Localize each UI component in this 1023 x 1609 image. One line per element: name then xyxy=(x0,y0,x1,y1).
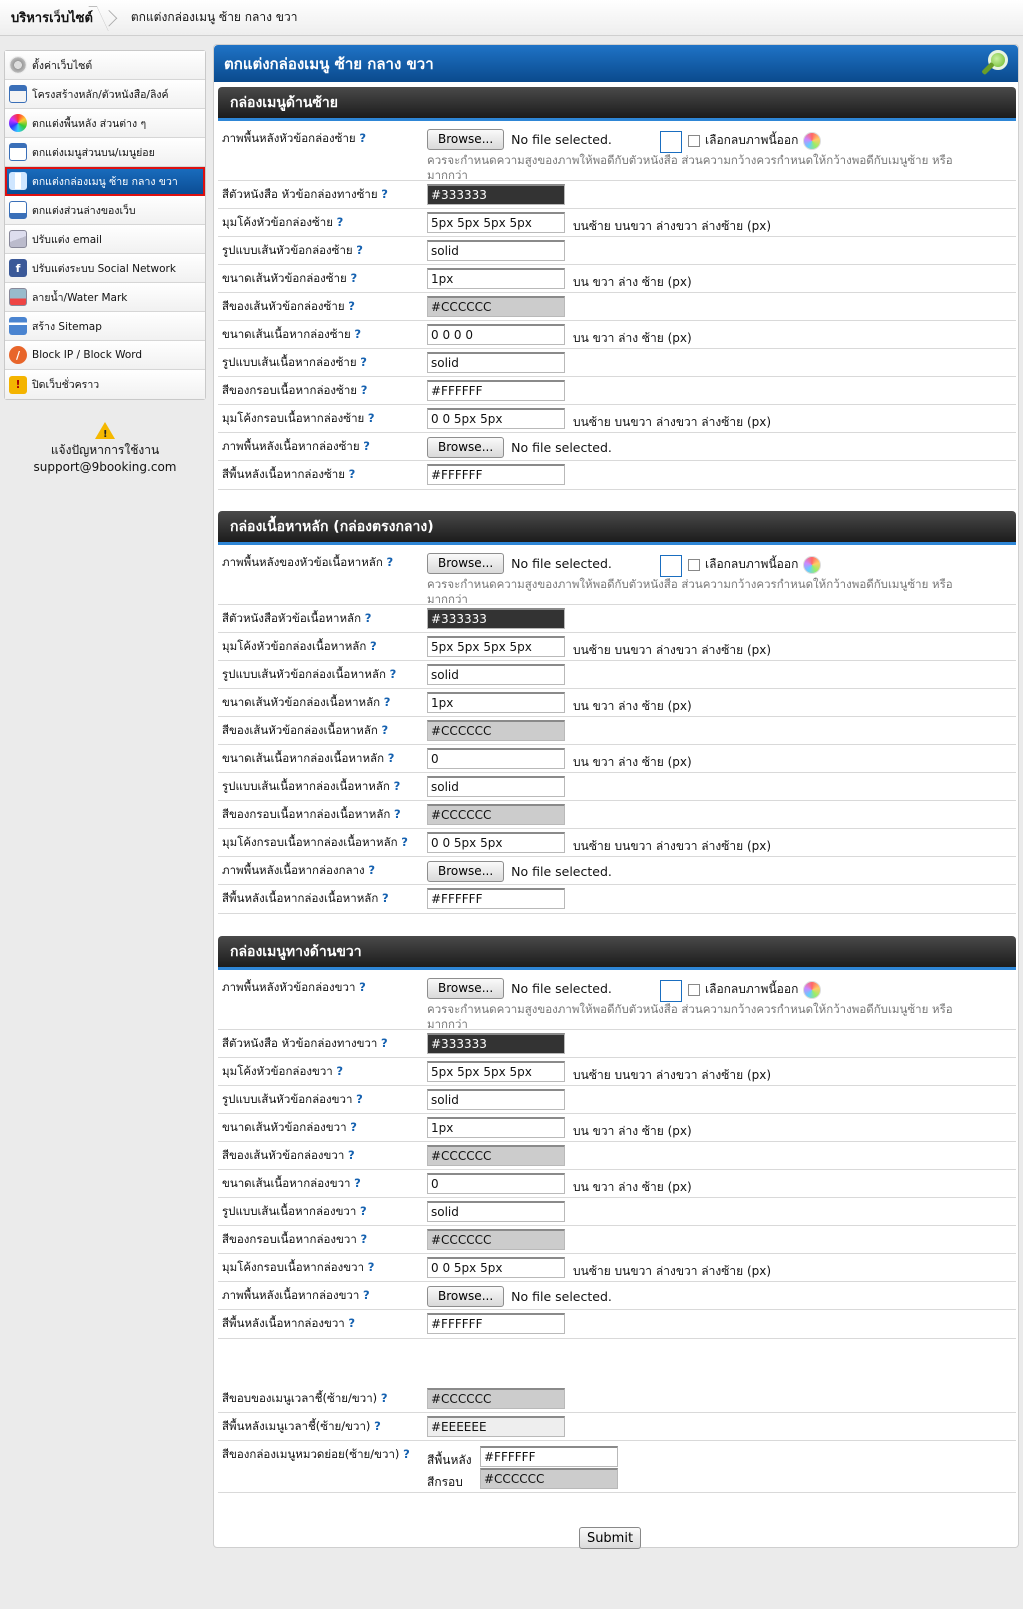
unit-label: บน ขวา ล่าง ซ้าย (px) xyxy=(573,699,692,713)
field-input[interactable] xyxy=(427,184,565,205)
field-label xyxy=(222,243,422,258)
help-question-icon[interactable]: ? xyxy=(367,1260,375,1274)
footer-icon xyxy=(9,201,27,219)
sidebar-item-label: โครงสร้างหลัก/ตัวหนังสือ/ลิงค์ xyxy=(32,88,169,101)
palette-icon[interactable] xyxy=(803,556,821,574)
field-label-text: มุมโค้งหัวข้อกล่องขวา xyxy=(222,1064,333,1078)
help-question-icon[interactable]: ? xyxy=(356,243,363,257)
file-status: No file selected. xyxy=(511,863,612,879)
unit-label: บน ขวา ล่าง ซ้าย (px) xyxy=(573,1180,692,1194)
gear-icon xyxy=(9,56,27,74)
field-input[interactable] xyxy=(427,1061,565,1082)
field-label xyxy=(222,299,422,314)
sidebar-item-label: ปรับแต่ง email xyxy=(32,233,102,246)
field-label-text: สีพื้นหลังเนื้อหากล่องซ้าย xyxy=(222,467,345,481)
unit-label: บนซ้าย บนขวา ล่างขวา ล่างซ้าย (px) xyxy=(573,643,772,657)
sitemap-icon xyxy=(9,317,27,335)
form-row-center-header-bg xyxy=(218,549,1016,605)
form-row-center-body-radius xyxy=(218,829,1016,857)
field-label-text: สีพื้นหลังเนื้อหากล่องขวา xyxy=(222,1316,345,1330)
field-label-text: มุมโค้งกรอบเนื้อหากล่องเนื้อหาหลัก xyxy=(222,835,398,849)
field-label xyxy=(222,1036,422,1051)
field-label xyxy=(222,467,422,482)
breadcrumb-current: ตกแต่งกล่องเมนู ซ้าย กลาง ขวา xyxy=(130,10,298,24)
field-label xyxy=(222,439,422,454)
field-label-text: สีของกรอบเนื้อหากล่องซ้าย xyxy=(222,383,358,397)
palette-icon[interactable] xyxy=(803,132,821,150)
field-label-text: ภาพพื้นหลังเนื้อหากล่องซ้าย xyxy=(222,439,360,453)
form-row-left-head-radius xyxy=(218,209,1016,237)
field-label-text: รูปแบบเส้นเนื้อหากล่องเนื้อหาหลัก xyxy=(222,779,390,793)
field-input[interactable] xyxy=(427,268,565,289)
field-label-text: รูปแบบเส้นเนื้อหากล่องขวา xyxy=(222,1204,357,1218)
browse-button[interactable]: Browse... xyxy=(427,978,504,999)
checkbox[interactable] xyxy=(688,135,700,147)
sidebar-item-top-menu[interactable] xyxy=(5,138,205,167)
remove-image-checkbox[interactable] xyxy=(688,131,821,150)
field-label-text: สีตัวหนังสือหัวข้อเนื้อหาหลัก xyxy=(222,611,362,625)
field-input[interactable] xyxy=(427,1229,565,1250)
field-label xyxy=(222,355,422,370)
field-input[interactable] xyxy=(427,748,565,769)
help-question-icon[interactable]: ? xyxy=(350,271,358,285)
block-icon: / xyxy=(9,346,27,364)
subcat-bg-label: สีพื้นหลัง xyxy=(427,1453,472,1467)
help-question-icon[interactable]: ? xyxy=(387,751,395,765)
help-question-icon[interactable]: ? xyxy=(360,383,368,397)
help-question-icon[interactable]: ? xyxy=(336,1064,344,1078)
browse-button[interactable]: Browse... xyxy=(427,437,504,458)
field-label xyxy=(222,1064,422,1079)
form-row-center-body-frame-color xyxy=(218,801,1016,829)
field-label-text: ขนาดเส้นหัวข้อกล่องซ้าย xyxy=(222,271,347,285)
help-question-icon[interactable]: ? xyxy=(360,1232,368,1246)
field-input[interactable] xyxy=(427,664,565,685)
field-label xyxy=(222,835,422,850)
field-input[interactable] xyxy=(427,1173,565,1194)
field-label xyxy=(222,751,422,766)
help-question-icon[interactable]: ? xyxy=(363,439,370,453)
field-label-text: รูปแบบเส้นหัวข้อกล่องซ้าย xyxy=(222,243,353,257)
sidebar-item-block[interactable] xyxy=(5,341,205,370)
help-question-icon[interactable]: ? xyxy=(374,1419,381,1433)
form-row-center-body-border-width xyxy=(218,745,1016,773)
form-row-left-body-bg-image xyxy=(218,433,1016,461)
field-label-text: ภาพพื้นหลังเนื้อหากล่องขวา xyxy=(222,1288,360,1302)
form-row-right-body-bg-image xyxy=(218,1282,1016,1310)
remove-image-label: เลือกลบภาพนี้ออก xyxy=(705,982,799,996)
field-label xyxy=(222,980,422,995)
field-label-text: ขนาดเส้นหัวข้อกล่องเนื้อหาหลัก xyxy=(222,695,381,709)
field-input[interactable] xyxy=(427,1416,565,1437)
help-question-icon[interactable]: ? xyxy=(347,1148,355,1162)
file-status: No file selected. xyxy=(511,131,612,147)
form-row-center-body-bg-color xyxy=(218,885,1016,914)
sidebar-item-structure[interactable] xyxy=(5,80,205,109)
form-row-center-body-bg-image xyxy=(218,857,1016,885)
field-label xyxy=(222,891,422,906)
field-label xyxy=(222,779,422,794)
sidebar-item-background[interactable] xyxy=(5,109,205,138)
form-row-right-body-border-style xyxy=(218,1198,1016,1226)
form-row-time-border xyxy=(218,1369,1016,1413)
support-email[interactable]: support@9booking.com xyxy=(33,460,177,474)
field-label xyxy=(222,1176,422,1191)
field-label-text: ภาพพื้นหลังของหัวข้อเนื้อหาหลัก xyxy=(222,555,383,569)
field-label-text: รูปแบบเส้นหัวข้อกล่องขวา xyxy=(222,1092,353,1106)
form-row-left-head-border-style xyxy=(218,237,1016,265)
sidebar-item-site-settings[interactable] xyxy=(5,51,205,80)
field-input[interactable] xyxy=(427,1089,565,1110)
warning-icon: ! xyxy=(95,422,115,439)
field-label-text: ภาพพื้นหลังหัวข้อกล่องขวา xyxy=(222,980,356,994)
help-question-icon[interactable]: ? xyxy=(354,327,362,341)
unit-label: บนซ้าย บนขวา ล่างขวา ล่างซ้าย (px) xyxy=(573,415,772,429)
field-label xyxy=(222,271,422,286)
form-row-left-body-border-style xyxy=(218,349,1016,377)
breadcrumb-separator-icon xyxy=(109,6,121,30)
submit-button[interactable]: Submit xyxy=(579,1527,641,1549)
sidebar-item-label: ตั้งค่าเว็บไซต์ xyxy=(32,59,93,72)
form-row-subcat xyxy=(218,1441,1016,1493)
form-row-right-head-border-color xyxy=(218,1142,1016,1170)
field-label-text: ขนาดเส้นหัวข้อกล่องขวา xyxy=(222,1120,347,1134)
sidebar-item-footer[interactable] xyxy=(5,196,205,225)
main-panel xyxy=(213,44,1019,1548)
field-label xyxy=(222,1391,422,1406)
field-label xyxy=(222,1148,422,1163)
field-label xyxy=(222,383,422,398)
unit-label: บนซ้าย บนขวา ล่างขวา ล่างซ้าย (px) xyxy=(573,219,772,233)
support-box xyxy=(4,422,206,476)
image-preview-box[interactable] xyxy=(660,131,682,153)
help-question-icon[interactable]: ? xyxy=(350,1120,357,1134)
field-label xyxy=(222,1232,422,1247)
file-status: No file selected. xyxy=(511,555,612,571)
field-label-text: สีตัวหนังสือ หัวข้อกล่องทางขวา xyxy=(222,1036,378,1050)
checkbox[interactable] xyxy=(688,984,700,996)
field-label xyxy=(222,1120,422,1135)
field-label-text: รูปแบบเส้นหัวข้อกล่องเนื้อหาหลัก xyxy=(222,667,386,681)
field-input[interactable] xyxy=(427,832,565,853)
field-label-text: สีของกรอบเนื้อหากล่องขวา xyxy=(222,1232,357,1246)
form-row-left-header-bg xyxy=(218,125,1016,181)
file-status: No file selected. xyxy=(511,439,612,455)
watermark-icon xyxy=(9,288,27,306)
help-question-icon[interactable]: ? xyxy=(394,807,401,821)
form-row-right-head-border-style xyxy=(218,1086,1016,1114)
field-label xyxy=(222,1260,422,1275)
field-label xyxy=(222,807,422,822)
file-upload xyxy=(427,977,612,999)
field-label-text: สีของกรอบเนื้อหากล่องเนื้อหาหลัก xyxy=(222,807,391,821)
help-question-icon[interactable]: ? xyxy=(363,1288,370,1302)
field-label-text: สีขอบของเมนูเวลาชี้(ซ้าย/ขวา) xyxy=(222,1391,378,1405)
help-question-icon[interactable]: ? xyxy=(381,723,389,737)
form-row-right-body-border-width xyxy=(218,1170,1016,1198)
help-question-icon[interactable]: ? xyxy=(380,1391,388,1405)
help-question-icon[interactable]: ? xyxy=(360,355,367,369)
field-label-text: มุมโค้งหัวข้อกล่องเนื้อหาหลัก xyxy=(222,639,367,653)
window-icon xyxy=(9,143,27,161)
form-row-left-body-border-width xyxy=(218,321,1016,349)
sidebar-item-label: Block IP / Block Word xyxy=(32,349,143,361)
field-input[interactable] xyxy=(427,240,565,261)
form-row-right-text-color xyxy=(218,1030,1016,1058)
field-label xyxy=(222,1316,422,1331)
section-header-left: กล่องเมนูด้านซ้าย xyxy=(218,87,1016,121)
field-input[interactable] xyxy=(427,804,565,825)
help-question-icon[interactable]: ? xyxy=(386,555,394,569)
sidebar xyxy=(4,50,206,400)
sidebar-item-label: ปรับแต่งระบบ Social Network xyxy=(32,262,176,275)
field-label-text: ขนาดเส้นเนื้อหากล่องเนื้อหาหลัก xyxy=(222,751,385,765)
field-label-text: สีพื้นหลังเมนูเวลาชี้(ซ้าย/ขวา) xyxy=(222,1419,371,1433)
help-question-icon[interactable]: ? xyxy=(348,299,355,313)
field-label xyxy=(222,863,422,878)
sidebar-item-email[interactable] xyxy=(5,225,205,254)
color-wheel-icon xyxy=(9,114,27,132)
help-question-icon[interactable]: ? xyxy=(367,411,375,425)
field-label xyxy=(222,215,422,230)
field-label-text: สีของเส้นหัวข้อกล่องซ้าย xyxy=(222,299,345,313)
subcat-border-input[interactable] xyxy=(480,1468,618,1489)
field-label-text: สีของกล่องเมนูหมวดย่อย(ซ้าย/ขวา) xyxy=(222,1447,400,1461)
section-header-right: กล่องเมนูทางด้านขวา xyxy=(218,936,1016,970)
help-question-icon[interactable]: ? xyxy=(369,639,377,653)
field-label xyxy=(222,327,422,342)
field-input[interactable] xyxy=(427,636,565,657)
form-row-left-head-border-width xyxy=(218,265,1016,293)
browse-button[interactable]: Browse... xyxy=(427,861,504,882)
field-input[interactable] xyxy=(427,1117,565,1138)
form-row-center-head-radius xyxy=(218,633,1016,661)
form-row-left-text-color xyxy=(218,181,1016,209)
remove-image-checkbox[interactable] xyxy=(688,980,821,999)
field-input[interactable] xyxy=(427,776,565,797)
unit-label: บน ขวา ล่าง ซ้าย (px) xyxy=(573,755,692,769)
field-label-text: สีตัวหนังสือ หัวข้อกล่องทางซ้าย xyxy=(222,187,378,201)
field-label-text: มุมโค้งกรอบเนื้อหากล่องขวา xyxy=(222,1260,365,1274)
form-row-center-head-border-width xyxy=(218,689,1016,717)
sidebar-item-social[interactable] xyxy=(5,254,205,283)
remove-image-checkbox[interactable] xyxy=(688,555,821,574)
field-input[interactable] xyxy=(427,408,565,429)
sidebar-item-box-menus[interactable] xyxy=(5,167,205,196)
mail-icon xyxy=(9,230,27,248)
file-status: No file selected. xyxy=(511,980,612,996)
remove-image-label: เลือกลบภาพนี้ออก xyxy=(705,557,799,571)
form-row-right-header-bg xyxy=(218,974,1016,1030)
help-question-icon[interactable]: ? xyxy=(381,1036,388,1050)
image-preview-box[interactable] xyxy=(660,980,682,1002)
form-row-right-body-bg-color xyxy=(218,1310,1016,1339)
help-question-icon[interactable]: ? xyxy=(401,835,408,849)
field-input[interactable] xyxy=(427,380,565,401)
help-question-icon[interactable]: ? xyxy=(368,863,375,877)
file-upload xyxy=(427,128,612,150)
field-label-text: สีของเส้นหัวข้อกล่องขวา xyxy=(222,1148,345,1162)
file-status: No file selected. xyxy=(511,1288,612,1304)
help-question-icon[interactable]: ? xyxy=(393,779,401,793)
file-upload xyxy=(427,436,612,458)
field-label xyxy=(222,1419,422,1434)
field-input[interactable] xyxy=(427,888,565,909)
file-upload xyxy=(427,860,612,882)
unit-label: บน ขวา ล่าง ซ้าย (px) xyxy=(573,331,692,345)
section-header-center: กล่องเนื้อหาหลัก (กล่องตรงกลาง) xyxy=(218,511,1016,545)
browse-button[interactable]: Browse... xyxy=(427,1286,504,1307)
form-row-left-body-radius xyxy=(218,405,1016,433)
remove-image-label: เลือกลบภาพนี้ออก xyxy=(705,133,799,147)
sidebar-item-sitemap[interactable] xyxy=(5,312,205,341)
sidebar-item-label: ตกแต่งส่วนล่างของเว็บ xyxy=(32,204,136,217)
browse-button[interactable]: Browse... xyxy=(427,553,504,574)
construction-icon: ! xyxy=(9,376,27,394)
browse-button[interactable]: Browse... xyxy=(427,129,504,150)
form-row-left-head-border-color xyxy=(218,293,1016,321)
field-label xyxy=(222,411,422,426)
field-label xyxy=(222,639,422,654)
subcat-bg-input[interactable] xyxy=(480,1446,618,1467)
field-input[interactable] xyxy=(427,1033,565,1054)
sidebar-item-watermark[interactable] xyxy=(5,283,205,312)
columns-icon xyxy=(9,172,27,190)
form-row-left-body-frame-color xyxy=(218,377,1016,405)
palette-icon[interactable] xyxy=(803,981,821,999)
field-label-text: สีพื้นหลังเนื้อหากล่องเนื้อหาหลัก xyxy=(222,891,379,905)
field-label xyxy=(222,611,422,626)
field-label xyxy=(222,131,422,146)
form-row-center-head-border-color xyxy=(218,717,1016,745)
field-label-text: มุมโค้งหัวข้อกล่องซ้าย xyxy=(222,215,333,229)
image-size-hint: ควรจะกำหนดความสูงของภาพให้พอดีกับตัวหนังสือ ส่วนความกว้างควรกำหนดให้กว้างพอดีกับเมนูซ้าย หรือมากกว่า xyxy=(427,1002,953,1031)
subcat-border-label: สีกรอบ xyxy=(427,1475,463,1489)
field-label xyxy=(222,1092,422,1107)
support-title: แจ้งปัญหาการใช้งาน xyxy=(50,443,160,457)
field-input[interactable] xyxy=(427,1257,565,1278)
form-row-left-body-bg-color xyxy=(218,461,1016,490)
help-question-icon[interactable]: ? xyxy=(383,695,391,709)
help-question-icon[interactable]: ? xyxy=(354,1176,361,1190)
panel-title: ตกแต่งกล่องเมนู ซ้าย กลาง ขวา xyxy=(224,54,434,73)
form-row-center-head-border-style xyxy=(218,661,1016,689)
unit-label: บนซ้าย บนขวา ล่างขวา ล่างซ้าย (px) xyxy=(573,1068,772,1082)
help-question-icon[interactable]: ? xyxy=(348,467,356,481)
form-row-right-body-radius xyxy=(218,1254,1016,1282)
field-label xyxy=(222,723,422,738)
form-row-right-head-border-width xyxy=(218,1114,1016,1142)
field-label xyxy=(222,1447,422,1462)
form-row-right-body-frame-color xyxy=(218,1226,1016,1254)
field-label xyxy=(222,667,422,682)
file-upload xyxy=(427,1285,612,1307)
field-label-text: รูปแบบเส้นเนื้อหากล่องซ้าย xyxy=(222,355,357,369)
field-label-text: ภาพพื้นหลังหัวข้อกล่องซ้าย xyxy=(222,131,356,145)
unit-label: บน ขวา ล่าง ซ้าย (px) xyxy=(573,1124,692,1138)
help-question-icon[interactable]: ? xyxy=(364,611,372,625)
help-question-icon[interactable]: ? xyxy=(336,215,344,229)
sidebar-item-label: ปิดเว็บชั่วคราว xyxy=(32,379,100,391)
field-label xyxy=(222,1288,422,1303)
field-input[interactable] xyxy=(427,212,565,233)
field-label-text: ขนาดเส้นเนื้อหากล่องขวา xyxy=(222,1176,351,1190)
layout-icon xyxy=(9,85,27,103)
help-question-icon[interactable]: ? xyxy=(381,891,389,905)
breadcrumb xyxy=(0,0,1023,36)
help-question-icon[interactable]: ? xyxy=(359,131,366,145)
field-label-text: ขนาดเส้นเนื้อหากล่องซ้าย xyxy=(222,327,351,341)
unit-label: บน ขวา ล่าง ซ้าย (px) xyxy=(573,275,692,289)
field-input[interactable] xyxy=(427,296,565,317)
help-question-icon[interactable]: ? xyxy=(356,1092,363,1106)
field-input[interactable] xyxy=(427,608,565,629)
field-input[interactable] xyxy=(427,464,565,485)
file-upload xyxy=(427,552,612,574)
sidebar-item-label: สร้าง Sitemap xyxy=(32,320,102,333)
field-label-text: สีของเส้นหัวข้อกล่องเนื้อหาหลัก xyxy=(222,723,378,737)
field-input[interactable] xyxy=(427,1313,565,1334)
image-preview-box[interactable] xyxy=(660,555,682,577)
field-label xyxy=(222,555,422,570)
unit-label: บนซ้าย บนขวา ล่างขวา ล่างซ้าย (px) xyxy=(573,839,772,853)
breadcrumb-root[interactable]: บริหารเว็บไซต์ xyxy=(0,0,109,36)
field-label xyxy=(222,187,422,202)
field-label-text: ภาพพื้นหลังเนื้อหากล่องกลาง xyxy=(222,863,365,877)
field-input[interactable] xyxy=(427,352,565,373)
field-input[interactable] xyxy=(427,720,565,741)
facebook-icon: f xyxy=(9,259,27,277)
form-row-center-text-color xyxy=(218,605,1016,633)
image-size-hint: ควรจะกำหนดความสูงของภาพให้พอดีกับตัวหนังสือ ส่วนความกว้างควรกำหนดให้กว้างพอดีกับเมนูซ้าย หรือมากกว่า xyxy=(427,153,953,182)
help-question-icon[interactable]: ? xyxy=(359,980,366,994)
unit-label: บนซ้าย บนขวา ล่างขวา ล่างซ้าย (px) xyxy=(573,1264,772,1278)
form-row-right-head-radius xyxy=(218,1058,1016,1086)
image-size-hint: ควรจะกำหนดความสูงของภาพให้พอดีกับตัวหนังสือ ส่วนความกว้างควรกำหนดให้กว้างพอดีกับเมนูซ้าย หรือมากกว่า xyxy=(427,577,953,606)
field-label xyxy=(222,695,422,710)
sidebar-item-label: ตกแต่งกล่องเมนู ซ้าย กลาง ขวา xyxy=(32,175,178,188)
help-question-icon[interactable]: ? xyxy=(360,1204,367,1218)
help-question-icon[interactable]: ? xyxy=(381,187,388,201)
help-question-icon[interactable]: ? xyxy=(348,1316,356,1330)
field-label xyxy=(222,1204,422,1219)
panel-header xyxy=(214,45,1018,82)
sidebar-item-close-site[interactable] xyxy=(5,370,205,399)
field-label-text: มุมโค้งกรอบเนื้อหากล่องซ้าย xyxy=(222,411,365,425)
field-input[interactable] xyxy=(427,1201,565,1222)
sidebar-item-label: ตกแต่งเมนูส่วนบน/เมนูย่อย xyxy=(32,146,155,159)
form-row-time-bg xyxy=(218,1413,1016,1441)
field-input[interactable] xyxy=(427,324,565,345)
search-icon xyxy=(978,48,1010,80)
help-question-icon[interactable]: ? xyxy=(389,667,397,681)
field-input[interactable] xyxy=(427,1145,565,1166)
field-input[interactable] xyxy=(427,1388,565,1409)
sidebar-item-label: ลายน้ำ/Water Mark xyxy=(32,291,128,304)
form-row-center-body-border-style xyxy=(218,773,1016,801)
field-input[interactable] xyxy=(427,692,565,713)
checkbox[interactable] xyxy=(688,559,700,571)
help-question-icon[interactable]: ? xyxy=(403,1447,410,1461)
sidebar-item-label: ตกแต่งพื้นหลัง ส่วนต่าง ๆ xyxy=(32,117,147,130)
